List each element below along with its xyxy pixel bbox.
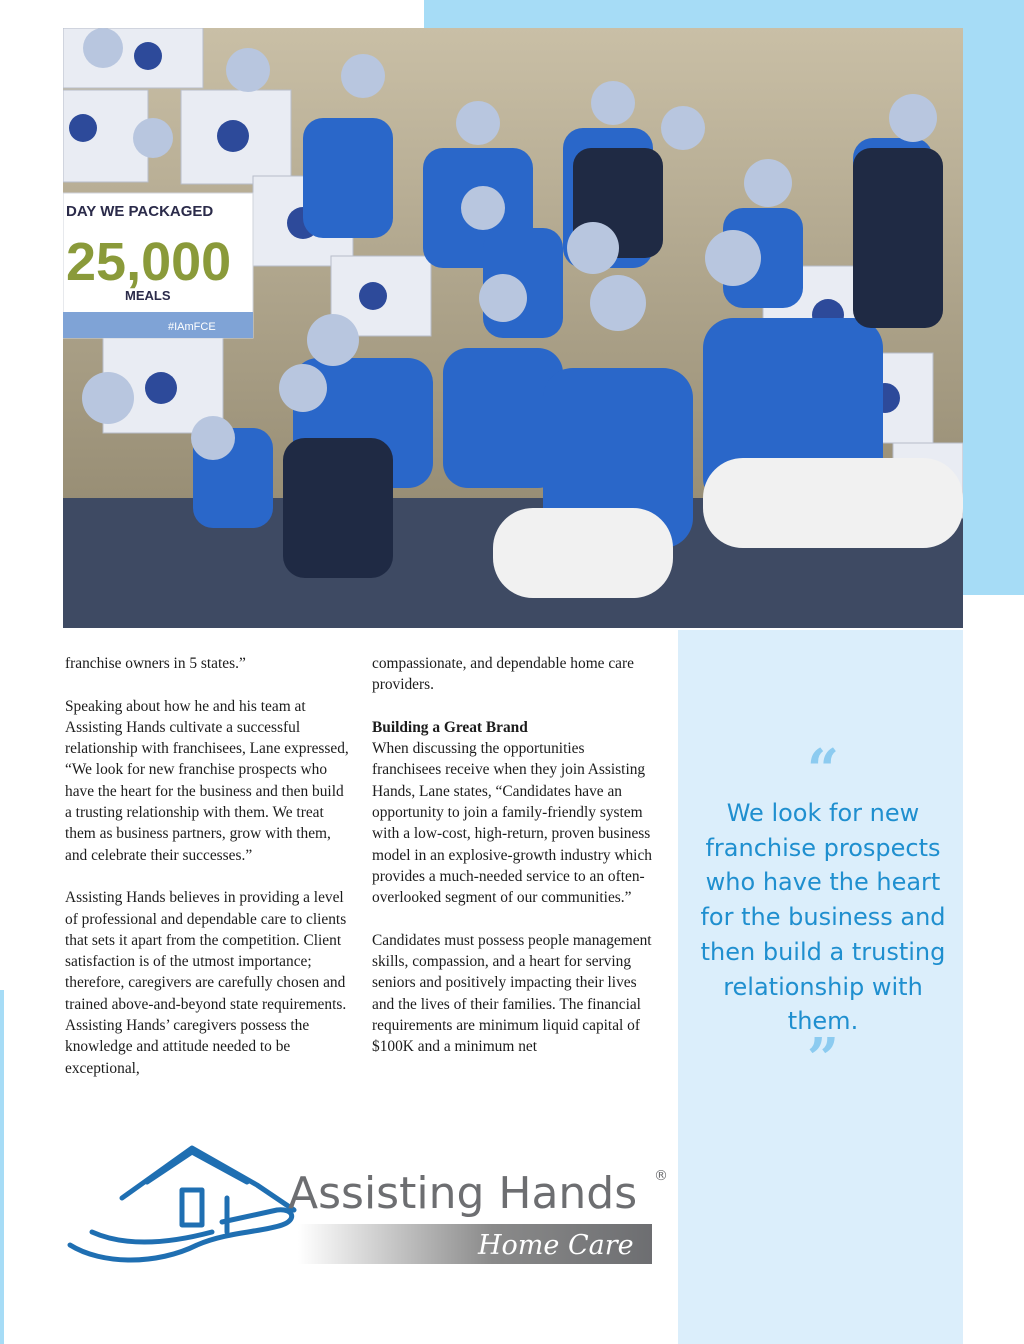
sign-number: 25,000 [66, 232, 232, 292]
col2-paragraph-2: Candidates must possess people management skills, compassion, and a heart for serving seniors and positively impacting their lives and the lives of their families. The financial requirements are minimum liquid capital of $100K and a minimum net [372, 931, 652, 1056]
pull-quote-text: We look for new franchise prospects who have the heart for the business and then build a trusting relationship with them. [700, 799, 946, 1036]
volunteer-group-photo [63, 28, 963, 628]
pull-quote [698, 737, 948, 1092]
close-quote-icon: ” [806, 1025, 840, 1092]
assisting-hands-logo [62, 1140, 672, 1280]
open-quote-icon: “ [806, 737, 840, 803]
house-hand-icon [70, 1148, 294, 1260]
tagline: Home Care [478, 1230, 634, 1261]
top-accent-bar [424, 0, 1024, 28]
col1-paragraph-2: Speaking about how he and his team at Assisting Hands cultivate a successful relationship with franchisees, Lane expressed, “We look for new franchise prospects who have the heart for the business and then build a trusting relationship with them. We treat them as business partners, grow with them, and celebrate their successes.” [65, 697, 349, 864]
sign-hashtag: #IAmFCE [168, 321, 216, 333]
sign-line1: DAY WE PACKAGED [66, 203, 214, 220]
brand-name: Assisting Hands [288, 1168, 638, 1219]
article-column-1 [65, 653, 350, 1100]
article-column-2 [372, 653, 657, 1079]
left-accent-strip [0, 990, 4, 1344]
col2-intro: compassionate, and dependable home care providers. [372, 655, 634, 694]
col1-paragraph-3: Assisting Hands believes in providing a level of professional and dependable care to clients that sets it apart from the competition. Client satisfaction is of the utmost importance; therefore, caregivers are carefully chosen and trained above-and-beyond state requirements. Assisting Hands’ caregivers possess the knowledge and attitude needed to be exceptional, [65, 889, 347, 1077]
sign-meals: MEALS [125, 288, 171, 303]
meals-sign [63, 193, 253, 338]
col2-paragraph-1: When discussing the opportunities franchisees receive when they join Assisting Hands, Lane states, “Candidates have an opportunity to join a family-friendly system with a low-cost, high-return, proven business model in an explosive-growth industry which provides a much-needed service to an often-overlooked segment of our communities.” [372, 740, 652, 907]
col1-paragraph-1: franchise owners in 5 states.” [65, 655, 246, 672]
registered-mark: ® [654, 1168, 668, 1184]
right-accent-strip [963, 28, 1024, 595]
section-heading: Building a Great Brand [372, 718, 528, 736]
